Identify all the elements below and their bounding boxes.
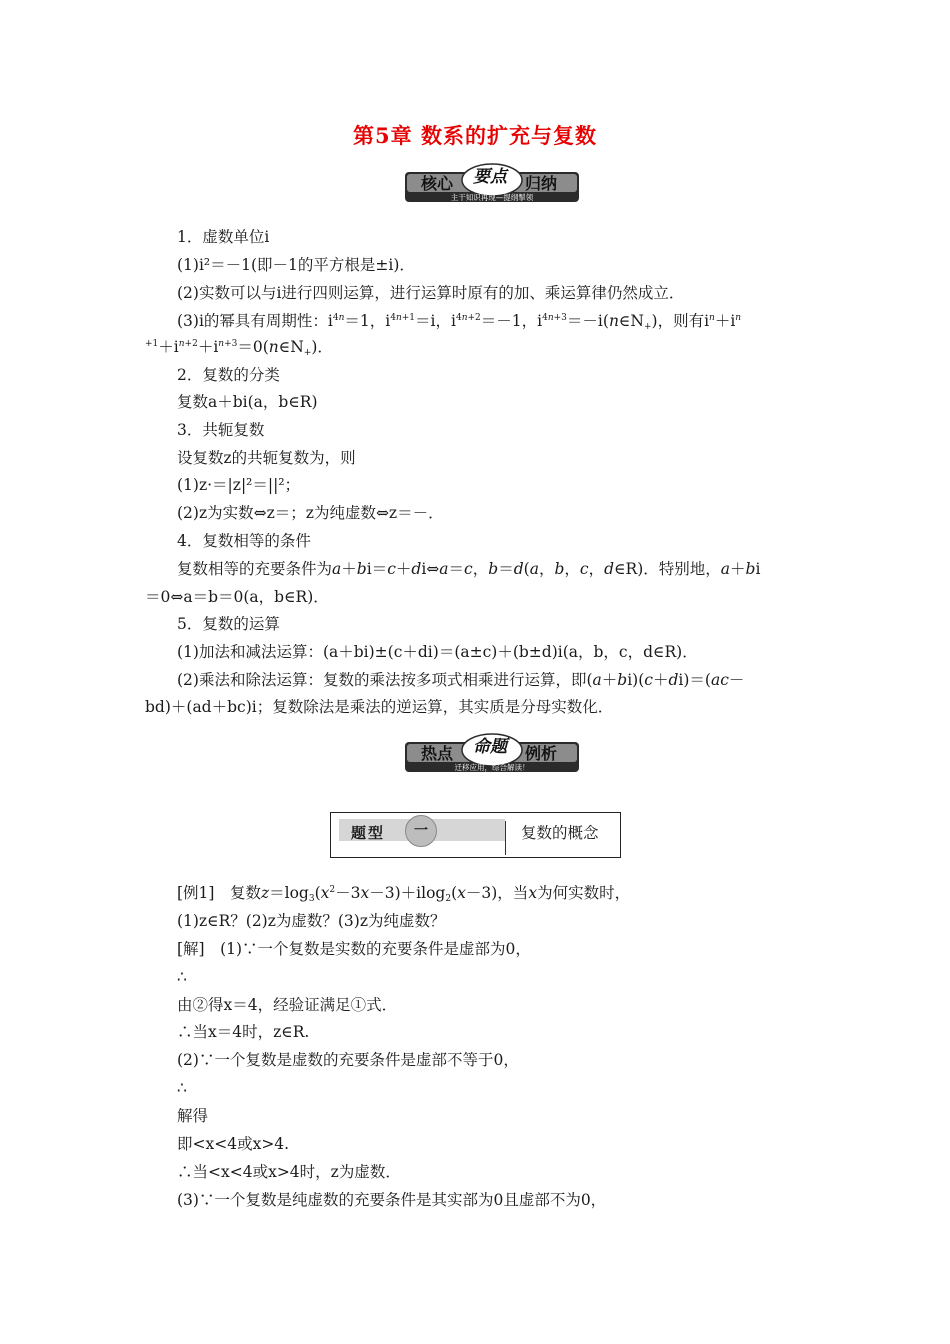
section-3-item-3: (2)z为实数⇔z＝；z为纯虚数⇔z＝－． [177,504,444,522]
solution-line-5: (2)∵一个复数是虚数的充要条件是虚部不等于0， [177,1051,519,1069]
question-type-box [330,812,621,858]
section-5-heading: 5．复数的运算 [177,615,280,633]
section-5-item-2a: (2)乘法和除法运算：复数的乘法按多项式相乘进行运算，即(a＋bi)(c＋di)＝(ac－ [177,671,745,689]
question-type-label: 题型 [351,824,386,842]
section-4-item-1: 复数相等的充要条件为a＋bi＝c＋di⇔a＝c，b＝d(a，b，c，d∈R)．特别地，a＋bi [177,560,761,578]
solution-line-6: ∴ [177,1079,187,1097]
section-5-item-2b: bd)＋(ad＋bc)i；复数除法是乘法的逆运算，其实质是分母实数化． [145,698,614,716]
section-1-item-1: (1)i²＝－1(即－1的平方根是±i)． [177,256,415,274]
section-5-item-1: (1)加法和减法运算：(a＋bi)±(c＋di)＝(a±c)＋(b±d)i(a，b，c，d∈R)． [177,643,698,661]
question-type-divider [505,821,506,855]
question-type-label-area [339,819,505,841]
example-1-statement: [例1] 复数$z=\log_3(x^2-3x-3)+ilog_2(x-3)$，当x为何实数时， [177,884,631,904]
solution-line-3: 由②得x＝4，经验证满足①式． [177,996,398,1014]
banner2-sub-text: 迁移应用，综合解读！ [454,763,530,772]
section-2-heading: 2．复数的分类 [177,366,280,384]
section-4-item-2: ＝0⇔a＝b＝0(a，b∈R)． [145,588,329,606]
solution-line-8: 即<x<4或x>4. [177,1135,290,1153]
banner1-left-text: 核心 [421,174,454,193]
solution-line-7: 解得 [177,1107,209,1125]
chapter-title: 第5章 数系的扩充与复数 [353,123,597,148]
section-1-heading: 1．虚数单位i [177,228,270,246]
solution-line-4: ∴当x＝4时，z∈R. [177,1023,310,1041]
banner2-left-text: 热点 [421,744,454,763]
banner2-right-text: 例析 [525,744,558,763]
solution-line-10: (3)∵一个复数是纯虚数的充要条件是其实部为0且虚部不为0， [177,1191,607,1209]
banner2-top-text: 命题 [473,737,507,757]
section-3-item-2: (1)z·＝|z|²＝||²； [177,476,301,494]
example-1-questions: (1)z∈R？(2)z为虚数？(3)z为纯虚数？ [177,912,446,930]
question-type-topic: 复数的概念 [521,824,599,842]
section-1-item-3a: (3)i的幂具有周期性：$i^{4n}=1$，$i^{4n+1}=i$，$i^{4n+2}=-1$，$i^{4n+3}=-i(n\in N_+)$，则有$i^n+i^n$ [177,312,742,332]
section-1-item-3b: $^{+1}+i^{n+2}+i^{n+3}=0(n\in N_+)$． [145,338,333,358]
section-3-heading: 3．共轭复数 [177,421,265,439]
solution-line-1: [解] (1)∵一个复数是实数的充要条件是虚部为0， [177,940,531,958]
banner-core-summary [403,160,581,204]
question-type-number: 一 [405,815,437,847]
section-1-item-2: (2)实数可以与i进行四则运算，进行运算时原有的加、乘运算律仍然成立． [177,284,685,302]
section-2-item-1: 复数a＋bi(a，b∈R) [177,393,318,411]
section-3-item-1: 设复数z的共轭复数为，则 [177,449,356,467]
section-4-heading: 4．复数相等的条件 [177,532,311,550]
solution-line-2: ∴ [177,968,187,986]
solution-line-9: ∴当<x<4或x>4时，z为虚数． [177,1163,401,1181]
banner1-sub-text: 主干知识再现—提纲掣领 [450,193,534,202]
banner1-right-text: 归纳 [525,174,558,193]
banner1-top-text: 要点 [473,167,507,187]
banner-hot-topics [403,730,581,774]
